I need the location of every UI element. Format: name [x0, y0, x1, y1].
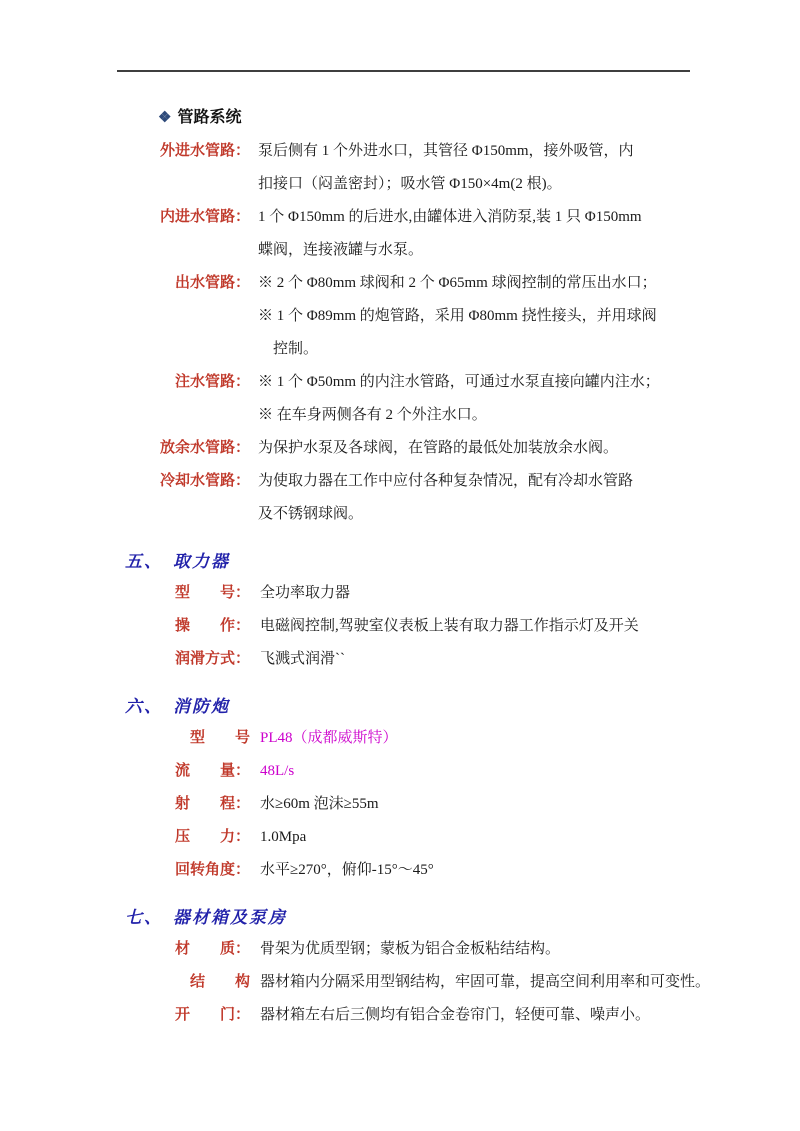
pipe-system-heading: [158, 104, 695, 127]
pipe-item-line: 扣接口（闷盖密封）；吸水管 Φ150×4m(2 根)。: [258, 176, 562, 192]
section-number: 七、: [125, 908, 163, 927]
pipe-item-body: [250, 201, 695, 267]
spec-value: 48L/s: [260, 763, 295, 779]
pipe-item-body: [250, 135, 695, 201]
pipe-item-label: 冷却水管路：: [159, 473, 250, 489]
header-divider: [117, 70, 690, 72]
spec-value: 水≥60m 泡沫≥55m: [260, 796, 379, 812]
section-heading: [125, 692, 695, 717]
pipe-item-line: ※ 在车身两侧各有 2 个外注水口。: [258, 407, 487, 423]
spec-row: [110, 999, 695, 1032]
spec-value: 器材箱左右后三侧均有铝合金卷帘门，轻便可靠、噪声小。: [260, 1007, 651, 1023]
diamond-bullet-icon: ❖: [158, 110, 172, 126]
pipe-item-label: 注水管路：: [174, 374, 250, 390]
pipe-item-body: [250, 267, 695, 366]
spec-value: 电磁阀控制,驾驶室仪表板上装有取力器工作指示灯及开关: [260, 618, 639, 634]
pipe-item-filling: [110, 366, 695, 432]
spec-value: 水平≥270°，俯仰-15°～45°: [260, 862, 434, 878]
spec-label: 回转角度：: [174, 862, 250, 878]
spec-row: [110, 755, 695, 788]
pipe-item-line: ※ 1 个 Φ89mm 的炮管路，采用 Φ80mm 挠性接头，并用球阀: [258, 308, 657, 324]
pipe-item-line: 泵后侧有 1 个外进水口，其管径 Φ150mm，接外吸管，内: [258, 143, 634, 159]
spec-value: PL48（成都威斯特）: [260, 730, 398, 746]
section-number: 六、: [125, 697, 163, 716]
spec-label: 射 程：: [174, 796, 250, 812]
pipe-item-drain: [110, 432, 695, 465]
pipe-item-line: 为保护水泵及各球阀，在管路的最低处加装放余水阀。: [258, 440, 619, 456]
spec-row: [110, 933, 695, 966]
pipe-item-label: 放余水管路：: [159, 440, 250, 456]
pipe-item-line: 为使取力器在工作中应付各种复杂情况，配有冷却水管路: [258, 473, 634, 489]
pipe-item-line: ※ 2 个 Φ80mm 球阀和 2 个 Φ65mm 球阀控制的常压出水口；: [258, 275, 657, 291]
section-title: 器材箱及泵房: [173, 908, 287, 927]
pipe-item-inner-inlet: [110, 201, 695, 267]
pipe-item-label: 外进水管路：: [159, 143, 250, 159]
pipe-item-body: [250, 432, 695, 465]
pipe-system-title: 管路系统: [177, 109, 242, 126]
spec-label: 压 力：: [174, 829, 250, 845]
spec-label: 材 质：: [174, 941, 250, 957]
spec-label: 型 号：: [174, 585, 250, 601]
section-title: 消防炮: [173, 697, 230, 716]
spec-label: 润滑方式：: [174, 651, 250, 667]
pipe-item-outer-inlet: [110, 135, 695, 201]
section-heading: [125, 547, 695, 572]
spec-row: [110, 722, 695, 755]
pipe-item-label: 出水管路：: [174, 275, 250, 291]
pipe-item-outlet: [110, 267, 695, 366]
spec-label: 结 构: [189, 974, 250, 990]
spec-label: 型 号: [189, 730, 250, 746]
pipe-item-line: 及不锈钢球阀。: [258, 506, 364, 522]
pipe-item-line: 1 个 Φ150mm 的后进水,由罐体进入消防泵,装 1 只 Φ150mm: [258, 209, 642, 225]
section-fire-monitor: [110, 692, 695, 887]
spec-row: [110, 854, 695, 887]
section-title: 取力器: [173, 552, 230, 571]
section-number: 五、: [125, 552, 163, 571]
spec-value: 飞溅式润滑``: [260, 651, 345, 667]
spec-row: [110, 610, 695, 643]
spec-label: 开 门：: [174, 1007, 250, 1023]
spec-row: [110, 821, 695, 854]
pipe-item-body: [250, 465, 695, 531]
spec-row: [110, 788, 695, 821]
spec-row: [110, 966, 711, 999]
spec-label: 流 量：: [174, 763, 250, 779]
spec-value: 全功率取力器: [260, 585, 351, 601]
spec-value: 骨架为优质型钢；蒙板为铝合金板粘结结构。: [260, 941, 561, 957]
pipe-item-line: 控制。: [258, 341, 319, 357]
document-content: [110, 92, 711, 1038]
pipe-item-line: 蝶阀，连接液罐与水泵。: [258, 242, 424, 258]
spec-label: 操 作：: [174, 618, 250, 634]
spec-row: [110, 577, 695, 610]
section-equipment-box: [110, 903, 711, 1032]
section-heading: [125, 903, 695, 928]
spec-value: 器材箱内分隔采用型钢结构，牢固可靠，提高空间利用率和可变性。: [260, 974, 711, 990]
pipe-item-line: ※ 1 个 Φ50mm 的内注水管路，可通过水泵直接向罐内注水；: [258, 374, 660, 390]
spec-value: 1.0Mpa: [260, 829, 307, 845]
spec-row: [110, 643, 695, 676]
pipe-item-body: [250, 366, 695, 432]
section-power-takeoff: [110, 547, 695, 676]
pipe-item-label: 内进水管路：: [159, 209, 250, 225]
pipe-item-cooling: [110, 465, 695, 531]
